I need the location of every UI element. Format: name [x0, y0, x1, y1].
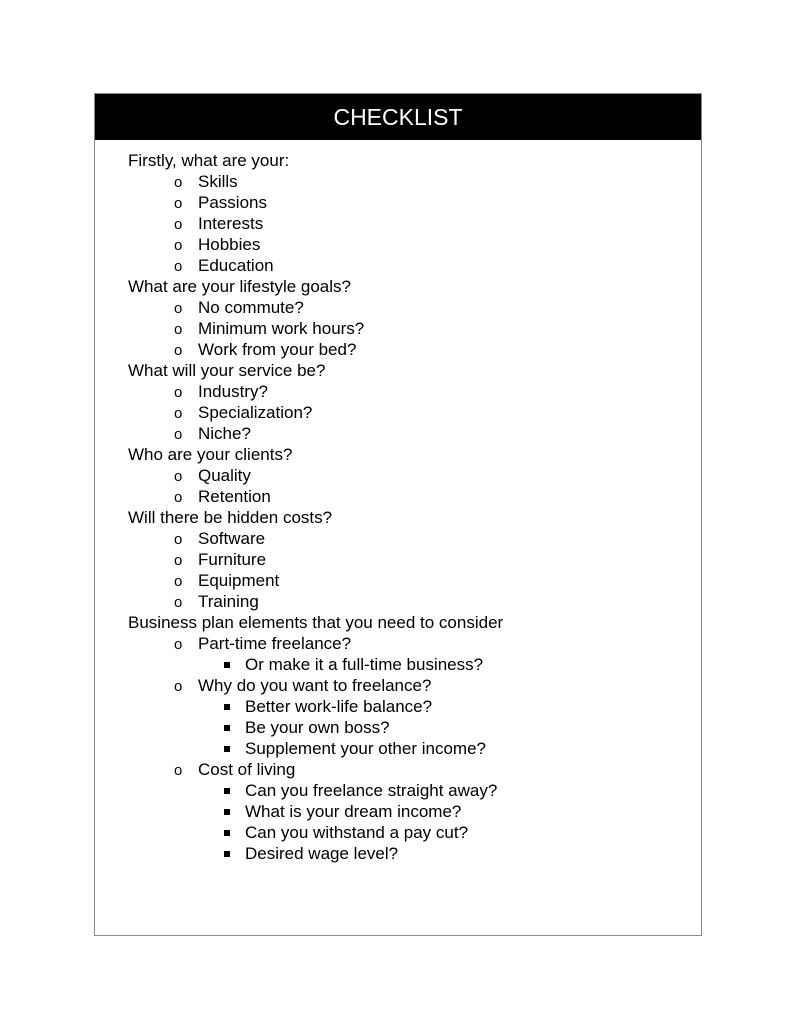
list-item: [128, 549, 691, 570]
list-item: [128, 675, 691, 696]
checklist-card: [94, 93, 702, 936]
list-item: [128, 570, 691, 591]
square-bullet-icon: [224, 725, 230, 731]
list-item: [128, 486, 691, 507]
section-title: Who are your clients?: [128, 445, 293, 464]
sub-list-item: [128, 822, 691, 843]
sub-list-item-label: What is your dream income?: [245, 802, 462, 821]
list-item-label: Cost of living: [198, 760, 296, 779]
sub-list-item: [128, 654, 691, 675]
circle-bullet-icon: o: [174, 594, 183, 611]
list-item: [128, 381, 691, 402]
list-item-label: Quality: [198, 466, 251, 485]
sub-list-item-label: Better work-life balance?: [245, 697, 433, 716]
list-item: [128, 255, 691, 276]
checklist-title: CHECKLIST: [333, 103, 463, 130]
list-item: [128, 213, 691, 234]
list-item-label: Retention: [198, 487, 271, 506]
list-item: [128, 318, 691, 339]
list-item-label: Training: [198, 592, 259, 611]
square-bullet-icon: [224, 704, 230, 710]
list-item: [128, 465, 691, 486]
list-item: [128, 171, 691, 192]
list-item: [128, 297, 691, 318]
sub-list-item: [128, 780, 691, 801]
section-title: Firstly, what are your:: [128, 151, 290, 170]
square-bullet-icon: [224, 662, 230, 668]
circle-bullet-icon: o: [174, 300, 183, 317]
circle-bullet-icon: o: [174, 468, 183, 485]
circle-bullet-icon: o: [174, 762, 183, 779]
square-bullet-icon: [224, 851, 230, 857]
circle-bullet-icon: o: [174, 342, 183, 359]
list-item: [128, 402, 691, 423]
sub-list-item: [128, 801, 691, 822]
checklist-header: [95, 94, 701, 140]
list-item-label: Skills: [198, 172, 238, 191]
list-item: [128, 528, 691, 549]
circle-bullet-icon: o: [174, 531, 183, 548]
sub-list-item-label: Supplement your other income?: [245, 739, 486, 758]
list-item: [128, 234, 691, 255]
sub-list-item-label: Desired wage level?: [245, 844, 399, 863]
section-title: What are your lifestyle goals?: [128, 277, 351, 296]
list-item: [128, 633, 691, 654]
list-item-label: Hobbies: [198, 235, 261, 254]
circle-bullet-icon: o: [174, 174, 183, 191]
list-item-label: Equipment: [198, 571, 280, 590]
list-item: [128, 759, 691, 780]
sub-list-item: [128, 843, 691, 864]
circle-bullet-icon: o: [174, 237, 183, 254]
circle-bullet-icon: o: [174, 384, 183, 401]
circle-bullet-icon: o: [174, 678, 183, 695]
section-title: Business plan elements that you need to consider: [128, 613, 504, 632]
list-item-label: Industry?: [198, 382, 268, 401]
sub-list-item: [128, 738, 691, 759]
list-item-label: Part-time freelance?: [198, 634, 352, 653]
sub-list-item: [128, 696, 691, 717]
circle-bullet-icon: o: [174, 195, 183, 212]
list-item-label: Passions: [198, 193, 267, 212]
sub-list-item-label: Or make it a full-time business?: [245, 655, 484, 674]
square-bullet-icon: [224, 746, 230, 752]
list-item-label: Work from your bed?: [198, 340, 357, 359]
list-item: [128, 591, 691, 612]
list-item-label: Education: [198, 256, 274, 275]
section-title: Will there be hidden costs?: [128, 508, 333, 527]
circle-bullet-icon: o: [174, 405, 183, 422]
circle-bullet-icon: o: [174, 489, 183, 506]
circle-bullet-icon: o: [174, 636, 183, 653]
list-item-label: Software: [198, 529, 266, 548]
square-bullet-icon: [224, 809, 230, 815]
checklist-content: [128, 150, 691, 864]
circle-bullet-icon: o: [174, 426, 183, 443]
list-item-label: Specialization?: [198, 403, 313, 422]
list-item-label: Niche?: [198, 424, 251, 443]
sub-list-item-label: Can you freelance straight away?: [245, 781, 498, 800]
list-item: [128, 339, 691, 360]
circle-bullet-icon: o: [174, 552, 183, 569]
list-item-label: No commute?: [198, 298, 304, 317]
list-item: [128, 192, 691, 213]
section-title: What will your service be?: [128, 361, 326, 380]
circle-bullet-icon: o: [174, 573, 183, 590]
sub-list-item-label: Be your own boss?: [245, 718, 390, 737]
circle-bullet-icon: o: [174, 321, 183, 338]
square-bullet-icon: [224, 788, 230, 794]
list-item-label: Why do you want to freelance?: [198, 676, 432, 695]
sub-list-item-label: Can you withstand a pay cut?: [245, 823, 469, 842]
sub-list-item: [128, 717, 691, 738]
list-item: [128, 423, 691, 444]
circle-bullet-icon: o: [174, 258, 183, 275]
list-item-label: Minimum work hours?: [198, 319, 365, 338]
list-item-label: Interests: [198, 214, 264, 233]
circle-bullet-icon: o: [174, 216, 183, 233]
square-bullet-icon: [224, 830, 230, 836]
list-item-label: Furniture: [198, 550, 267, 569]
